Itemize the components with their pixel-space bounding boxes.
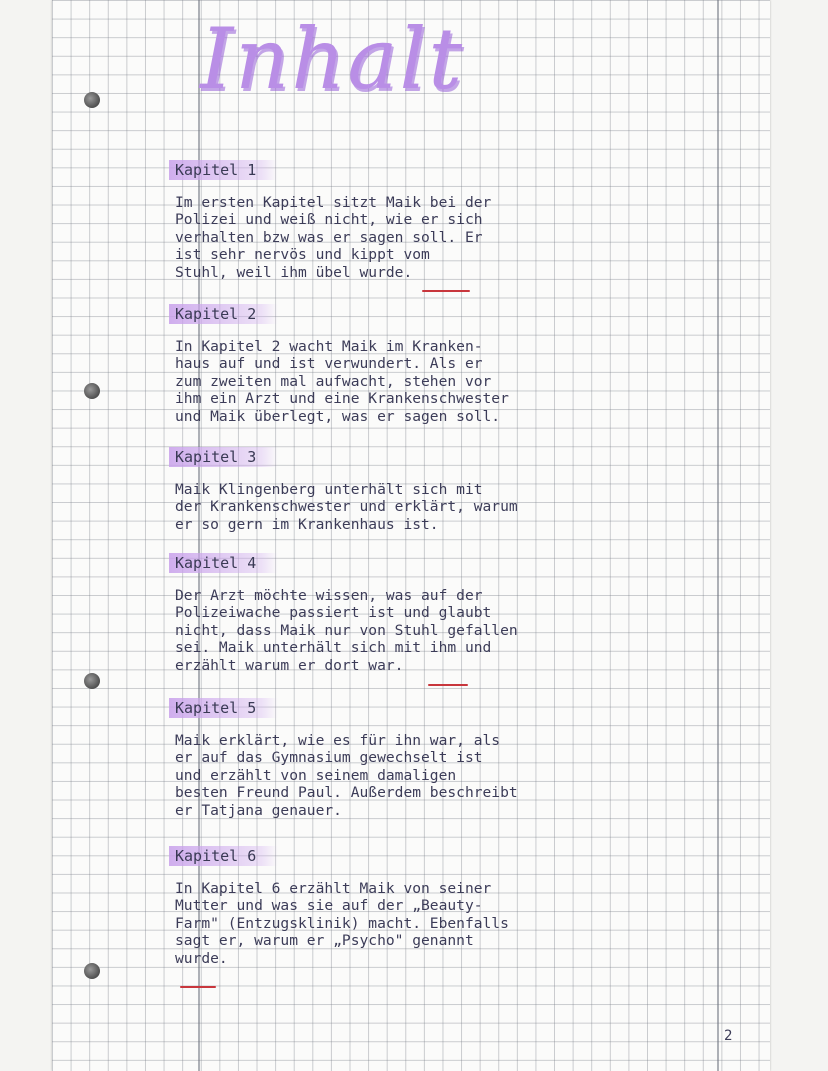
punch-hole xyxy=(84,673,100,689)
chapter-summary: Maik Klingenberg unterhält sich mit der Krankenschwester und erklärt, warum er so gern im Krankenhaus ist. xyxy=(175,481,518,533)
page-title: Inhalt xyxy=(200,10,465,108)
chapter-section xyxy=(175,553,615,674)
chapter-section xyxy=(175,846,615,967)
punch-hole xyxy=(84,383,100,399)
chapter-label: Kapitel 1 xyxy=(169,160,278,180)
punch-hole xyxy=(84,92,100,108)
right-margin-line xyxy=(717,0,719,1071)
chapter-label: Kapitel 6 xyxy=(169,846,278,866)
red-underline xyxy=(422,290,470,292)
chapter-label: Kapitel 2 xyxy=(169,304,278,324)
chapter-section xyxy=(175,447,615,533)
chapter-label: Kapitel 3 xyxy=(169,447,278,467)
chapter-section xyxy=(175,160,615,281)
chapter-section xyxy=(175,698,615,819)
chapter-summary: Maik erklärt, wie es für ihn war, als er auf das Gymnasium gewechselt ist und erzählt von seinem damaligen besten Freund Paul. Außerdem beschreibt er Tatjana genauer. xyxy=(175,732,518,819)
page-number: 2 xyxy=(724,1028,733,1044)
chapter-label: Kapitel 4 xyxy=(169,553,278,573)
chapter-section xyxy=(175,304,615,425)
chapter-label: Kapitel 5 xyxy=(169,698,278,718)
chapter-summary: Im ersten Kapitel sitzt Maik bei der Polizei und weiß nicht, wie er sich verhalten bzw was er sagen soll. Er ist sehr nervös und kippt vom Stuhl, weil ihm übel wurde. xyxy=(175,194,492,281)
red-underline xyxy=(180,986,216,988)
punch-hole xyxy=(84,963,100,979)
chapter-summary: Der Arzt möchte wissen, was auf der Polizeiwache passiert ist und glaubt nicht, dass Maik nur von Stuhl gefallen sei. Maik unterhält sich mit ihm und erzählt warum er dort war. xyxy=(175,587,518,674)
red-underline xyxy=(428,684,468,686)
chapter-summary: In Kapitel 6 erzählt Maik von seiner Mutter und was sie auf der „Beauty- Farm" (Entzugsklinik) macht. Ebenfalls sagt er, warum er „Psycho" genannt wurde. xyxy=(175,880,509,967)
chapter-summary: In Kapitel 2 wacht Maik im Kranken- haus auf und ist verwundert. Als er zum zweiten mal aufwacht, stehen vor ihm ein Arzt und eine Krankenschwester und Maik überlegt, was er sagen soll. xyxy=(175,338,509,425)
